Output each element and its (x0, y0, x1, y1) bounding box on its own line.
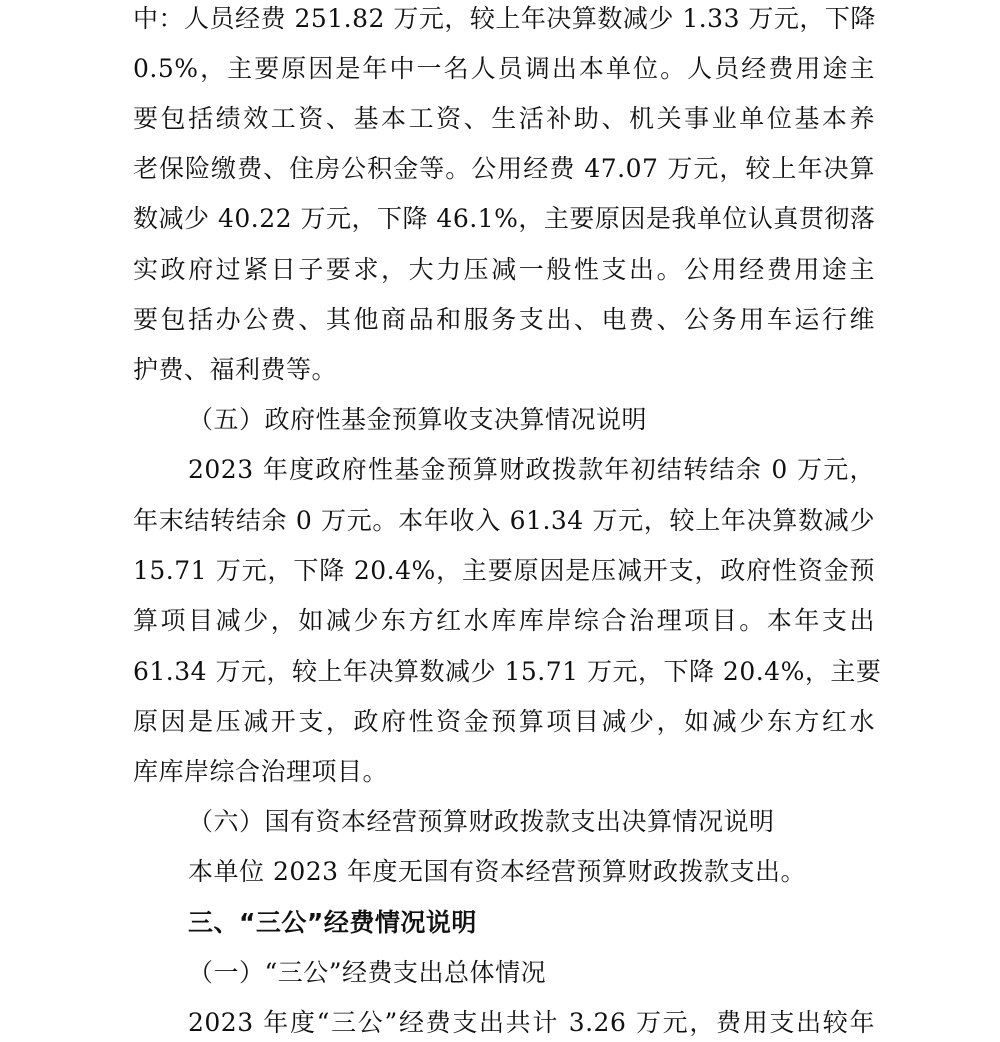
paragraph-line: 61.34 万元，较上年决算数减少 15.71 万元，下降 20.4%，主要 (133, 657, 882, 686)
paragraph-line: 2023 年度政府性基金预算财政拨款年初结转结余 0 万元， (188, 455, 875, 484)
paragraph-line: 中：人员经费 251.82 万元，较上年决算数减少 1.33 万元，下降 (133, 4, 876, 33)
paragraph-line: 老保险缴费、住房公积金等。公用经费 47.07 万元，较上年决算 (133, 154, 875, 183)
paragraph-line: 要包括办公费、其他商品和服务支出、电费、公务用车运行维 (133, 305, 875, 334)
paragraph-line: 15.71 万元，下降 20.4%，主要原因是压减开支，政府性资金预 (133, 556, 875, 585)
section-heading-three: 三、“三公”经费情况说明 (188, 908, 477, 937)
paragraph-line: 本单位 2023 年度无国有资本经营预算财政拨款支出。 (188, 857, 807, 886)
paragraph-line: 原因是压减开支，政府性资金预算项目减少，如减少东方红水 (133, 707, 875, 736)
subsection-heading-one: （一）“三公”经费支出总体情况 (188, 958, 547, 987)
paragraph-line: 数减少 40.22 万元，下降 46.1%，主要原因是我单位认真贯彻落 (133, 204, 876, 233)
paragraph-line: 要包括绩效工资、基本工资、生活补助、机关事业单位基本养 (133, 104, 875, 133)
section-heading-six: （六）国有资本经营预算财政拨款支出决算情况说明 (188, 807, 775, 836)
paragraph-line: 年末结转结余 0 万元。本年收入 61.34 万元，较上年决算数减少 (133, 506, 875, 535)
paragraph-line: 算项目减少，如减少东方红水库库岸综合治理项目。本年支出 (133, 606, 875, 635)
paragraph-line: 护费、福利费等。 (133, 355, 338, 384)
paragraph-line: 实政府过紧日子要求，大力压减一般性支出。公用经费用途主 (133, 255, 875, 284)
paragraph-line: 库库岸综合治理项目。 (133, 757, 389, 786)
paragraph-line: 0.5%，主要原因是年中一名人员调出本单位。人员经费用途主 (133, 54, 875, 83)
section-heading-five: （五）政府性基金预算收支决算情况说明 (188, 405, 648, 434)
paragraph-line: 2023 年度“三公”经费支出共计 3.26 万元，费用支出较年 (188, 1008, 875, 1037)
